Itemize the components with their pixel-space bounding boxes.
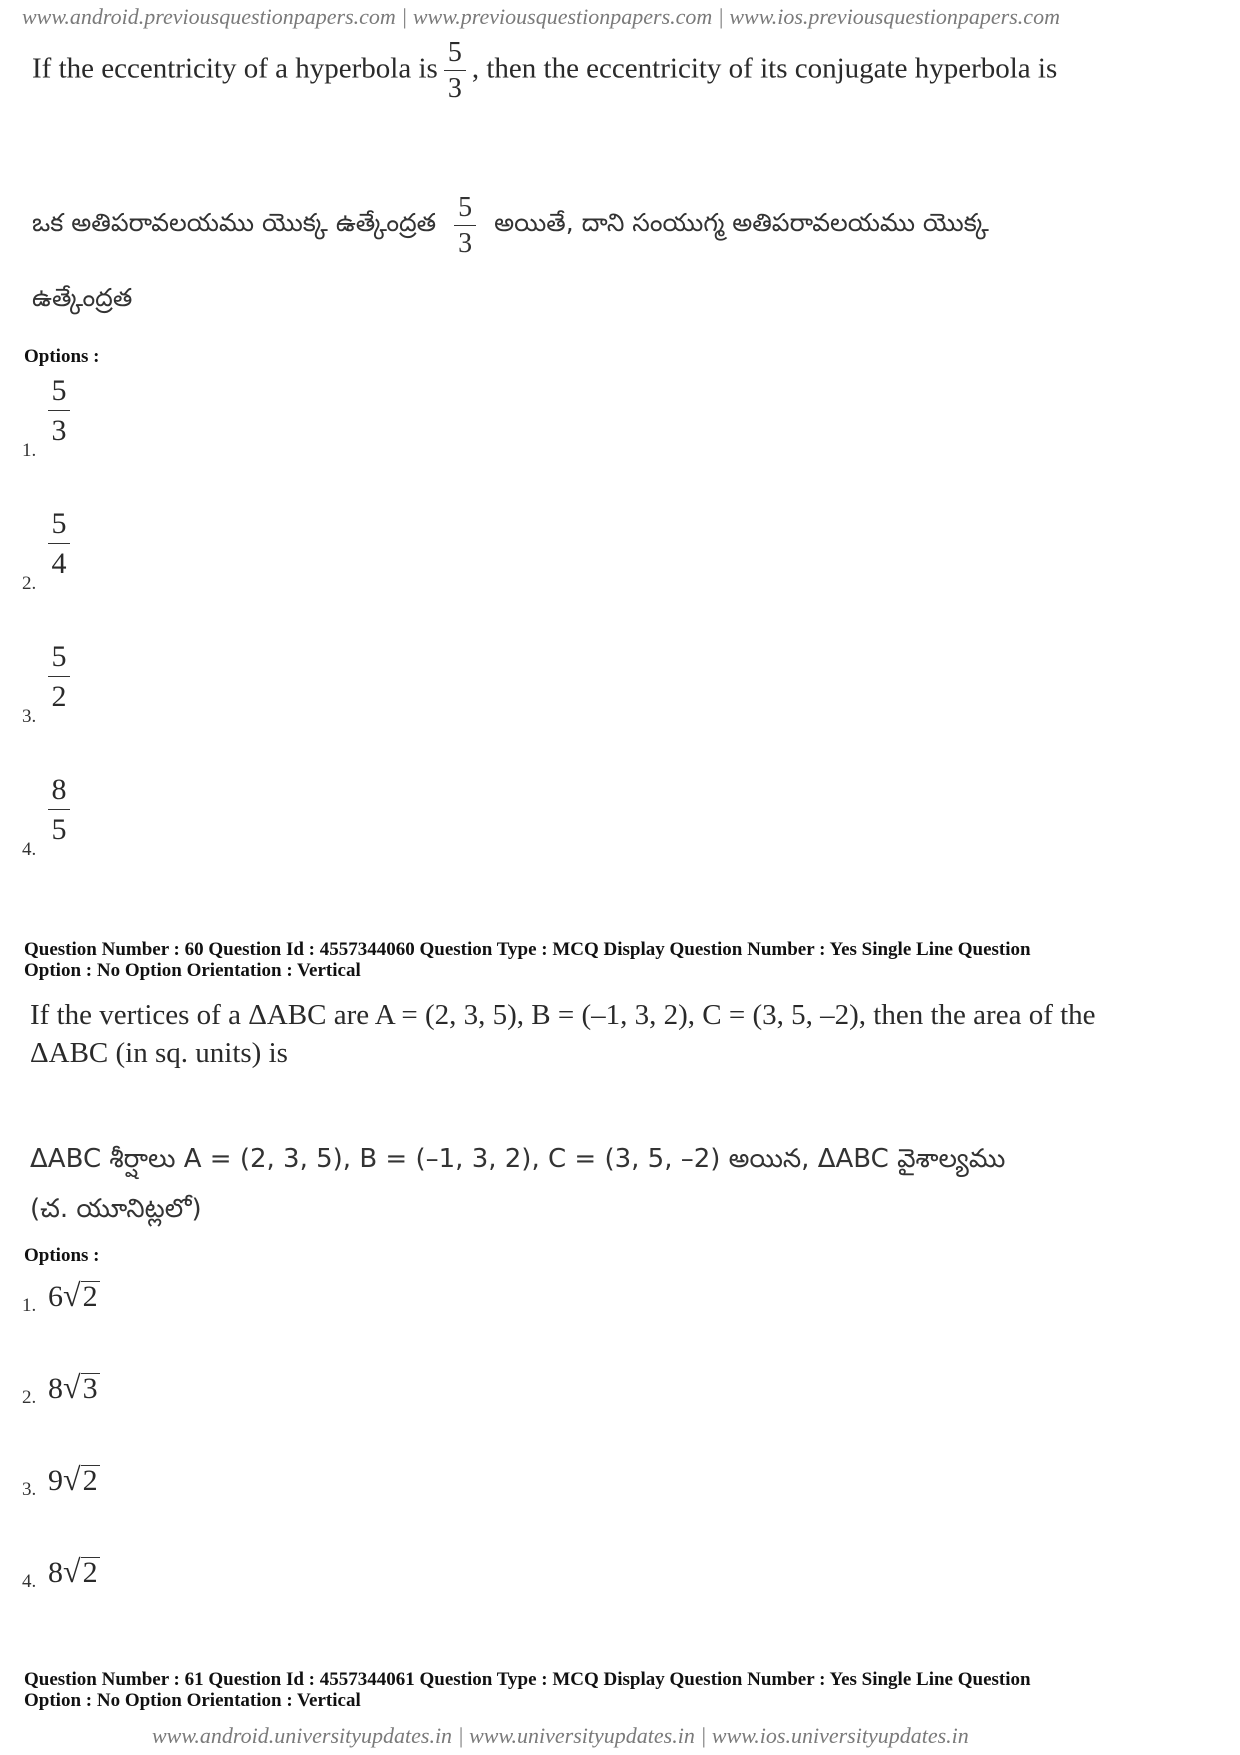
frac-num: 5 [51, 374, 67, 407]
radicand: 2 [82, 1280, 98, 1313]
q59-fraction [444, 38, 466, 104]
q60-meta-line2: Option : No Option Orientation : Vertical [24, 960, 361, 981]
frac-den: 5 [51, 813, 67, 846]
radical-sign: √ [63, 1553, 81, 1589]
q60-option-3-number: 3. [22, 1479, 37, 1500]
footer-link-ios[interactable]: www.ios.universityupdates.in [711, 1723, 969, 1748]
frac-bar [48, 543, 70, 544]
q61-meta-line1: Question Number : 61 Question Id : 4557344061 Question Type : MCQ Display Question Number : Yes Single Line Question [24, 1669, 1031, 1690]
q59-option-1[interactable] [48, 375, 70, 447]
radicand: 3 [82, 1372, 98, 1405]
q61-meta-line2: Option : No Option Orientation : Vertical [24, 1690, 361, 1711]
footer-link-android[interactable]: www.android.universityupdates.in [152, 1723, 453, 1748]
radical-sign: √ [63, 1277, 81, 1313]
frac-num: 5 [447, 37, 462, 68]
q60-en-line1: If the vertices of a ΔABC are A = (2, 3, 5), B = (–1, 3, 2), C = (3, 5, –2), then the area of the [30, 999, 1096, 1031]
q60-option-4-number: 4. [22, 1571, 37, 1592]
q59-telugu-line2: ఉత్కేంద్రత [32, 283, 133, 312]
q59-text-after: , then the eccentricity of its conjugate hyperbola is [471, 52, 1058, 85]
q60-meta-line1: Question Number : 60 Question Id : 4557344060 Question Type : MCQ Display Question Number : Yes Single Line Question [24, 939, 1031, 960]
coefficient: 9 [48, 1464, 63, 1497]
separator: | [457, 1723, 464, 1748]
frac-den: 4 [51, 547, 67, 580]
q59-english-text [32, 38, 1057, 104]
radicand: 2 [82, 1556, 98, 1589]
q60-option-1-number: 1. [22, 1295, 37, 1316]
q60-en-line2: ΔABC (in sq. units) is [30, 1037, 288, 1069]
q60-option-2[interactable] [48, 1370, 100, 1406]
q60-te-line2: (చ. యూనిట్లలో) [30, 1194, 202, 1224]
frac-bar [48, 676, 70, 677]
frac-num: 5 [51, 507, 67, 540]
frac-den: 3 [51, 414, 67, 447]
q60-meta [24, 939, 1031, 981]
frac-num: 5 [51, 640, 67, 673]
q59-te-before: ఒక అతిపరావలయము యొక్క ఉత్కేంద్రత [32, 208, 437, 237]
q59-option-3[interactable] [48, 641, 70, 713]
q59-options-label: Options : [24, 346, 100, 367]
q59-option-4[interactable] [48, 774, 70, 846]
radical-sign: √ [63, 1369, 81, 1405]
q60-option-3[interactable] [48, 1462, 100, 1498]
q60-te-line1: ΔABC శీర్షాలు A = (2, 3, 5), B = (–1, 3, 2), C = (3, 5, –2) అయిన, ΔABC వైశాల్యము [30, 1144, 1006, 1174]
frac-bar [48, 809, 70, 810]
q59-te-after: అయితే, దాని సంయుగ్మ అతిపరావలయము యొక్క [494, 208, 989, 237]
q60-options-label: Options : [24, 1245, 100, 1266]
separator: | [700, 1723, 707, 1748]
coefficient: 8 [48, 1556, 63, 1589]
header-link-main[interactable]: www.previousquestionpapers.com [412, 4, 713, 29]
separator: | [717, 4, 724, 29]
q59-text-before: If the eccentricity of a hyperbola is [32, 52, 438, 85]
q60-option-4[interactable] [48, 1554, 100, 1590]
q59-te-fraction [454, 193, 476, 259]
frac-den: 3 [458, 228, 473, 259]
q60-option-1[interactable] [48, 1278, 100, 1314]
frac-bar [48, 410, 70, 411]
q60-option-2-number: 2. [22, 1387, 37, 1408]
q60-english-text [30, 996, 1096, 1072]
q59-option-4-number: 4. [22, 839, 37, 860]
frac-den: 2 [51, 680, 67, 713]
q61-meta [24, 1669, 1031, 1711]
sqrt-symbol [63, 1370, 100, 1404]
radicand: 2 [82, 1464, 98, 1497]
q59-option-1-number: 1. [22, 440, 37, 461]
sqrt-symbol [63, 1462, 100, 1496]
frac-bar [444, 70, 466, 71]
frac-num: 8 [51, 773, 67, 806]
coefficient: 6 [48, 1280, 63, 1313]
frac-bar [454, 225, 476, 226]
footer-watermark [152, 1723, 969, 1749]
q60-telugu-text [30, 1134, 1005, 1234]
sqrt-symbol [63, 1278, 100, 1312]
q59-option-2-number: 2. [22, 573, 37, 594]
header-watermark [22, 4, 1060, 30]
coefficient: 8 [48, 1372, 63, 1405]
radical-sign: √ [63, 1461, 81, 1497]
q59-option-2[interactable] [48, 508, 70, 580]
q59-option-3-number: 3. [22, 706, 37, 727]
header-link-ios[interactable]: www.ios.previousquestionpapers.com [729, 4, 1060, 29]
footer-link-main[interactable]: www.universityupdates.in [469, 1723, 695, 1748]
header-link-android[interactable]: www.android.previousquestionpapers.com [22, 4, 396, 29]
q59-telugu-text [32, 193, 989, 259]
frac-num: 5 [458, 192, 473, 223]
frac-den: 3 [447, 73, 462, 104]
separator: | [401, 4, 408, 29]
sqrt-symbol [63, 1554, 100, 1588]
